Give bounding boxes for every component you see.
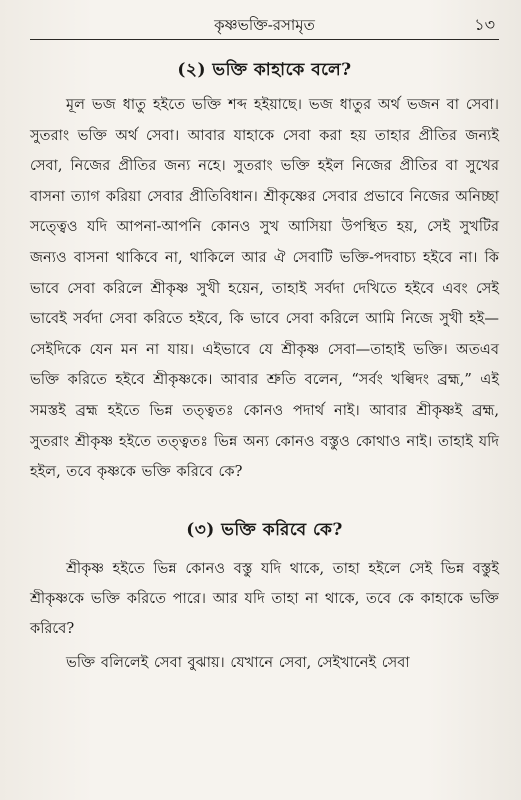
paragraph: মূল ভজ ধাতু হইতে ভক্তি শব্দ হইয়াছে। ভজ ধাতুর অর্থ ভজন বা সেবা। সুতরাং ভক্তি অর্থ সেবা। আবার যাহাকে সেবা করা হয় তাহার প্রীতির জন্যই সেবা, নিজের প্রীতির জন্য নহে। সুতরাং ভক্তি হইল নিজের প্রীতির বা সুখের বাসনা ত্যাগ করিয়া সেবার প্রীতিবিধান। শ্রীকৃষ্ণের সেবার প্রভাবে নিজের অনিচ্ছা সত্ত্বেও যদি আপনা-আপনি কোনও সুখ আসিয়া উপস্থিত হয়, সেই সুখটির জন্যও বাসনা থাকিবে না, থাকিলে আর ঐ সেবাটি ভক্তি-পদবাচ্য হইবে না। কি ভাবে সেবা করিলে শ্রীকৃষ্ণ সুখী হয়েন, তাহাই সর্বদা দেখিতে হইবে এবং সেই ভাবেই সর্বদা সেবা করিতে হইবে, কি ভাবে সেবা করিলে আমি নিজে সুখী হই—সেইদিকে যেন মন না যায়। এইভাবে যে শ্রীকৃষ্ণ সেবা—তাহাই ভক্তি। অতএব ভক্তি করিতে হইবে শ্রীকৃষ্ণকে। আবার শ্রুতি বলেন, “সর্বং খল্বিদং ব্রহ্ম,” এই সমস্তই ব্রহ্ম হইতে ভিন্ন তত্ত্বতঃ কোনও পদার্থ নাই। আবার শ্রীকৃষ্ণই ব্রহ্ম, সুতরাং শ্রীকৃষ্ণ হইতে তত্ত্বতঃ ভিন্ন অন্য কোনও বস্তুও কোথাও নাই। তাহাই যদি হইল, তবে কৃষ্ণকে ভক্তি করিবে কে?	[30, 96, 499, 481]
paragraph: ভক্তি বলিলেই সেবা বুঝায়। যেখানে সেবা, সেইখানেই সেবা	[66, 653, 410, 671]
paragraph: শ্রীকৃষ্ণ হইতে ভিন্ন কোনও বস্তু যদি থাকে, তাহা হইলে সেই ভিন্ন বস্তুই শ্রীকৃষ্ণকে ভক্তি করিতে পারে। আর যদি তাহা না থাকে, তবে কে কাহাকে ভক্তি করিবে?	[30, 559, 499, 637]
running-title: কৃষ্ণভক্তি-রসামৃত	[214, 16, 315, 34]
section-heading-what-is-bhakti: (২) ভক্তি কাহাকে বলে?	[177, 60, 352, 80]
section-heading-who-will-do-bhakti: (৩) ভক্তি করিবে কে?	[186, 519, 343, 540]
page-number: ১৩	[474, 15, 495, 34]
running-head	[30, 0, 499, 40]
